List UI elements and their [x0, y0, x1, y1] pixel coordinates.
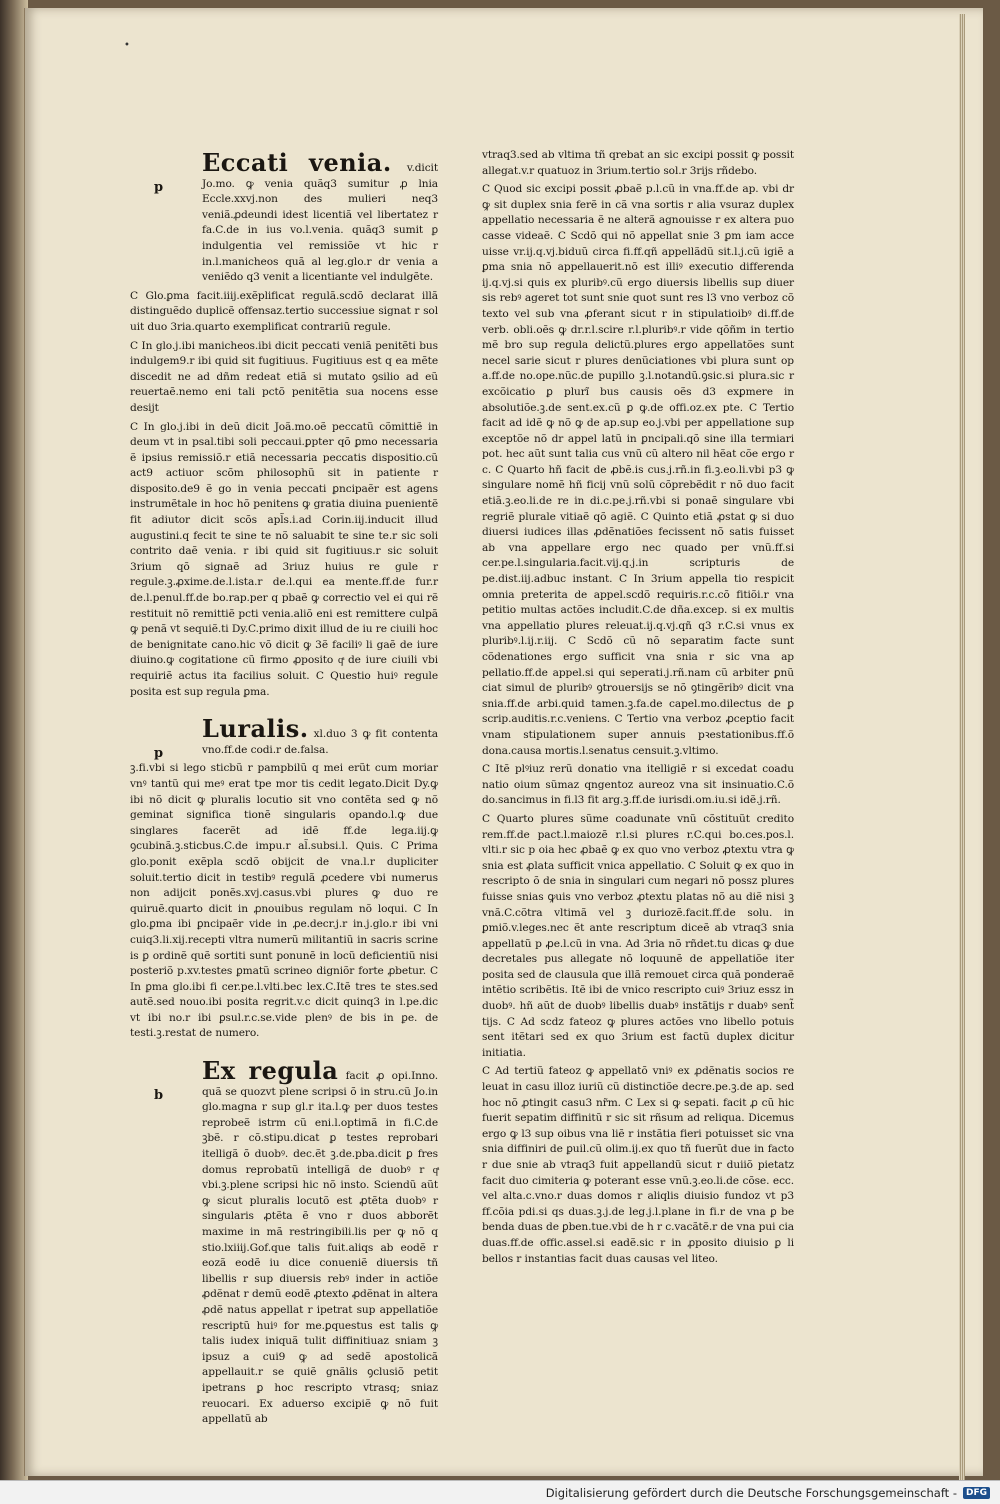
section-heading: Eccati venia.	[202, 148, 392, 177]
paragraph: facit ꝓ opi.Inno. quã se quozvt plene scripsi õ in stru.cũ Jo.in glo.magna r sup gl.r ita.l.ꝙ per duos testes reprobeẽ istrm cũ eni.l.optimã in fi.C.de ꝫbẽ. r cõ.stipu.dicat ꝑ testes reprobari itelligã õ duobꝰ. dec.ẽt ꝫ.de.pba.dicit ꝑ fres domus reprobatũ intelligã de duobꝰ r qͣ vbi.ꝫ.plene scripsi hic nõ insto. Sciendũ aũt ꝙ sicut pluralis locutõ est ꝓtẽta duobꝰ r singularis ꝓtẽta ẽ vno r duos abborẽt maxime in mã restringibili.lis per ꝙ nõ q stio.lxiiij.Gof.que talis fuit.aliqs ab eodẽ r eozã eodẽ iu dice conueniẽ diuersis tñ libellis r sup diuersis rebꝰ inder in actiõe ꝓdẽnat r demũ eodẽ ꝓtexto ꝓdẽnat in altera ꝓdẽ natus appellat r ipetrat sup appellatiõe rescriptũ huiꝰ for me.ꝑquestus est talis ꝙ talis iudex iniquã tulit diffinitiuaz sniam ꝫ ipsuz a cui9 ꝙ ad sedẽ apostolicã appellauit.r se quiẽ gnãlis ꝯclusiõ petit ipetrans ꝑ hoc rescripto vtrasq; sniaz reuocari. Ex aduerso excipiẽ ꝙ nõ fuit appellatũ ab	[202, 1070, 438, 1426]
section-peccati-venia	[130, 150, 438, 700]
left-column	[130, 150, 438, 1444]
paragraph: C Ad tertiũ fateoz ꝙ appellatõ vniꝰ ex ꝓdẽnatis socios re leuat in casu illoz iuriũ cũ distinctiõe decre.pe.ꝫ.de ap. sed hoc nõ ꝓtingit casu3 nr̃m. C Lex si ꝙ sepati. facit ꝓ cũ hic fuerit sepatim diffinitũ r sic sit rñsum ad reliqua. Dicemus ergo ꝙ l3 sup oibus vna liẽ r instãtia fieri potuisset sic vna snia diffiniri de ꝑuil.cũ olim.ij.ex quo tñ fuerũt due in facto r due snie ab vtraq3 fuit appellandũ sicut r duiiõ pietatz facit duo cimiteria ꝙ poterant esse vnũ.ꝫ.eo.li.de cõse. ecc. vel alta.c.vno.r duas domos r aliqlis diuisio fundoz vt p3 ff.cõia pdi.si qs duas.ꝫ.j.de leg.j.l.plane in fi.r de vna ꝑ be benda duas de ꝑben.tue.vbi de h r c.vacãtẽ.r de vna pui cia duas.ff.de offic.assel.si eadẽ.sic r in ꝓposito diuisio ꝑ li bellos r instantias facit duas causas vel liteo.	[482, 1065, 794, 1265]
section-ex-regula	[130, 1058, 438, 1428]
section-heading: Ex regula	[202, 1056, 339, 1086]
page-stack-edge	[959, 14, 965, 1486]
funding-notice: Digitalisierung gefördert durch die Deutsche Forschungsgemeinschaft -	[545, 1485, 957, 1500]
page-mark: •	[124, 40, 130, 51]
paragraph: vtraq3.sed ab vltima tñ qrebat an sic excipi possit ꝙ possit allegat.v.r quatuoz in 3rium.tertio sol.r 3rijs rñdebo.	[482, 149, 794, 177]
paragraph: C Quarto plures sũme coadunate vnũ cõstituũt credito rem.ff.de pact.l.maiozẽ r.l.si plures r.C.qui bo.ces.pos.l. vlti.r sic p oia hec ꝓbaẽ ꝙ ex quo vno verboz ꝓtextu vtra ꝙ snia est ꝓlata sufficit vnica appellatio. C Soluit ꝙ ex quo in rescripto õ de snia in singulari cum negari nõ possz plures fuisse snias ꝙuis vno verboz ꝓtextu platas nõ au diẽ nisi ꝫ vnã.C.cõtra vltimã vel ꝫ duriozẽ.facit.ff.de solu. in ꝑmiõ.v.leges.nec ẽt ante rescriptum diceẽ ab vtraq3 snia appellatũ p ꝓe.l.cũ in vna. Ad 3ria nõ rñdet.tu dicas ꝙ due decretales pus allegate nõ loquunẽ de appellatiõe iter posita sed de clausula que illã remouet circa quã ponderaẽ intẽtio scribẽtis. Itẽ ibi de vnico rescripto cuiꝰ 3riuz essz in duobꝰ. hñ aũt de duobꝰ libellis duabꝰ instãtijs r duabꝰ sent̃ tijs. C Ad scdz fateoz ꝙ plures actões vno libello potuis sent itẽtari sed ex quo 3rium est factũ duplex dicitur initiatia.	[482, 812, 794, 1059]
paragraph: ꝫ.fi.vbi si lego sticbũ r pampbilũ q mei erũt cum moriar vnꝰ tantũ qui meꝰ erat tpe mor tis cedit legato.Dicit Dy.ꝙ ibi nõ dicit ꝙ pluralis locutio sit vno contẽta sed ꝙ nõ geminat significa tionẽ singularis opando.l.ꝙ due singlares facerẽt ad idẽ ff.de lega.iij.ꝙ ꝯcubinã.ꝫ.sticbus.C.de impu.r al̃.subsi.l. Quis. C Prima glo.ponit exẽpla scdõ obijcit de vna.l.r dupliciter soluit.tertio dicit in testibꝰ regulã ꝓcedere vbi numerus non adijcit ponẽs.xvj.casus.vbi plures ꝙ duo re quiruẽ.quarto dicit in ꝓnouibus regulam nõ loqui. C In glo.ꝑma ibi ꝑncipaẽr vide in ꝓe.decr.j.r in.j.glo.r ibi vni cuiq3.li.xij.recepti vltra numerũ militantiũ in sacris scrine is ꝑ ordinẽ quẽ sortiti sunt ponunẽ in locũ deficientiũ nisi posteriõ p.xv.testes ꝑmatũ scrineo digniõr forte ꝓbetur. C In ꝑma glo.ibi fi cer.pe.l.vlti.bec lex.C.Itẽ tres te stes.sed autẽ.sed nouo.ibi posita regrit.v.c dicit quinq3 in l.pe.dic vt ibi no.r ibi ꝑsul.r.c.se.vide plenꝰ de bis in ꝑe. de testi.ꝫ.restat de numero.	[130, 762, 438, 1040]
paragraph: C In glo.j.ibi in deũ dicit Joã.mo.oẽ peccatũ cõmittiẽ in deum vt in psal.tibi soli peccaui.ꝑpter qõ ꝑmo necessaria ẽ ipsius remissiõ.r etiã necessaria peccatis dispositio.cũ act9 actiuor scõm philosophũ sit in patiente r disposito.de9 ẽ go in venia peccati ꝑncipaẽr est agens instrumẽtale in hoc hõ penitens ꝙ gratia diuina puenientẽ fit adiutor dicit scõs apl̃s.i.ad Corin.iij.inducit illud augustini.q fecit te sine te nõ saluabit te sine te.r sic soli contrito daẽ venia. r ibi quid sit fugitiuus.r sic soluit 3rium qõ signaẽ ad 3riuz huius re gule r regule.ꝫ.ꝓxime.de.l.ista.r de.l.qui ea mente.ff.de fur.r de.l.penul.ff.de bo.rap.per q pbaẽ ꝙ correctio vel ei qui rẽ restituit nõ remittiẽ pcti venia.aliõ eni est remittere culpã ꝙ penã vt sequiẽ.ti Dy.C.primo dixit illud de iu re ciuili hoc de benignitate cano.hic võ dicit ꝙ 3ẽ faciliꝰ li gaẽ de iure diuino.ꝙ cogitatione cũ firmo ꝓposito qͣ de iure ciuili vbi requiriẽ actus ita facilius soluit. C Questio huiꝰ regule posita est sup regula ꝑma.	[130, 420, 438, 698]
paragraph: C Glo.ꝑma facit.iiij.exẽplificat regulã.scdõ declarat illã distinguẽdo duplicẽ offensaz.tertio successiue signat r sol uit duo 3ria.quarto exemplificat contrariũ regule.	[130, 289, 438, 333]
margin-letter: b	[154, 1088, 163, 1104]
paragraph: C In glo.j.ibi manicheos.ibi dicit peccati veniã penitẽti bus indulgem9.r ibi quid sit fugitiuus. Fugitiuus est q ea mẽte discedit ne ad dñm redeat etiã si mutato ꝯsilio ad eũ reuertaẽ.nemo eni tali pctõ penitẽtia sua nocens esse desijt	[130, 339, 438, 414]
right-column	[482, 148, 794, 1270]
footer-bar	[0, 1480, 1000, 1504]
paragraph: C Itẽ plꝰiuz rerũ donatio vna itelligiẽ r si excedat coadu natio oium sũmaz qngentoz aureoz vna sit insinuatio.C.õ do.sancimus in fi.l3 fit arg.ꝫ.ff.de iurisdi.om.iu.si idẽ.j.rñ.	[482, 763, 794, 807]
paragraph: C Quod sic excipi possit ꝓbaẽ p.l.cũ in vna.ff.de ap. vbi dr ꝙ sit duplex snia ferẽ in cã vna sortis r alia vsuraz duplex appellatio necessaria ẽ ne alterã agnouisse r ex altera puo casse videaẽ. C Scdõ qui nõ appellat snie 3 ꝑm iam acce uisse vr.ij.q.vj.biduũ circa fi.ff.qñ appellãdũ sit.l.j.cũ igiẽ a ꝑma snia nõ appellauerit.nõ est illiꝰ executio differenda ij.q.vj.si quis ex pluribꝰ.cũ ergo diuersis libellis sup diuer sis rebꝰ ageret tot sunt snie quot sunt res l3 vno verboz cõ texto vel sub vna ꝓferant sicut r in stipulatioibꝰ di.ff.de verb. obli.oẽs ꝙ dr.r.l.scire r.l.pluribꝰ.r vide qõñm in tertio mẽ bro sup regula delictũ.plures ergo appellatões sunt necel sarie sicut r plures denũciationes vbi plura sunt op a.ff.de no.ope.nũc.de pupillo ꝫ.l.notandũ.ꝯsic.si plura.sic r excõicatio ꝑ plurĩ bus causis oẽs d3 exꝑmere in absolutiõe.ꝫ.de sent.ex.cũ ꝑ ꝙ.de offi.oz.ex pte. C Tertio facit ad idẽ ꝙ nõ ꝙ de ap.sup eo.j.vbi per appellatione sup exceptõe nõ dr appel latũ in ꝑncipali.qõ sine illa termiari pot. hec aũt sunt talia cus vnũ cũ altero nil hẽat cõe ergo r c. C Quarto hñ facit de ꝓbẽ.is cus.j.rñ.in fi.ꝫ.eo.li.vbi p3 ꝙ singulare nomẽ hñ ficij vnũ solũ cõprebẽdit r nõ duo facit etiã.ꝫ.eo.li.de re in di.c.pe.j.rñ.vbi si ponaẽ singulare vbi regriẽ plurale vitiaẽ qõ agiẽ. C Quinto etiã ꝓstat ꝙ si duo diuersi iudices illas ꝓdẽnatiões fecissent nõ satis fuisset ab vna appellare ergo nec quado per vnũ.ff.si cer.pe.l.singularia.facit.vij.q.j.in scripturis de pe.dist.iij.adbuc instant. C In 3rium appella tio respicit omnia preterita de appel.scdõ requiris.r.c.cõ fitiõi.r vna petitio multas actões includit.C.de dña.excep. si ex multis vna appellatio plures releuat.ij.q.vj.qñ q3 r.C.si vnus ex pluribꝰ.l.ij.r.iij. C Scdõ cũ nõ separatim facte sunt cõdenationes ergo sufficit vna snia r sic vna ap pellatio.ff.de appel.si qui seperati.j.rñ.nam cũ arbiter ꝑnũ ciat simul de pluribꝰ ꝯtrouersijs se nõ ꝯtingẽribꝰ dicit vna snia.ff.de arbi.quid tamen.ꝫ.fa.de capel.mo.dilectus de ꝑ scrip.auditis.r.c.veniens. C Tertio vna verboz ꝓceptio facit vnam stipulationem super annuis pꝛestationibus.ff.õ dona.causa mortis.l.senatus censuit.ꝫ.vltimo.	[482, 183, 794, 757]
section-pluralis	[130, 716, 438, 1042]
dfg-logo: DFG	[963, 1487, 990, 1499]
margin-letter: p	[154, 180, 163, 195]
paragraph: xl.duo 3 ꝙ fit contenta vno.ff.de codi.r de.falsa.	[202, 728, 438, 756]
section-heading: Luralis.	[202, 714, 309, 744]
paragraph: v.dicit Jo.mo. ꝙ venia quãq3 sumitur ꝓ lnia Eccle.xxvj.non des mulieri neq3 veniã.ꝓdeundi idest licentiã vel libertatez r fa.C.de in ius vo.l.venia. quãq3 sumit ꝑ indulgentia vel remissiõe vt hic r in.l.manicheos quã al leg.glo.r dr venia a veniẽdo q3 venit a licentiante vel indulgẽte.	[202, 162, 438, 284]
margin-letter: p	[154, 746, 163, 762]
